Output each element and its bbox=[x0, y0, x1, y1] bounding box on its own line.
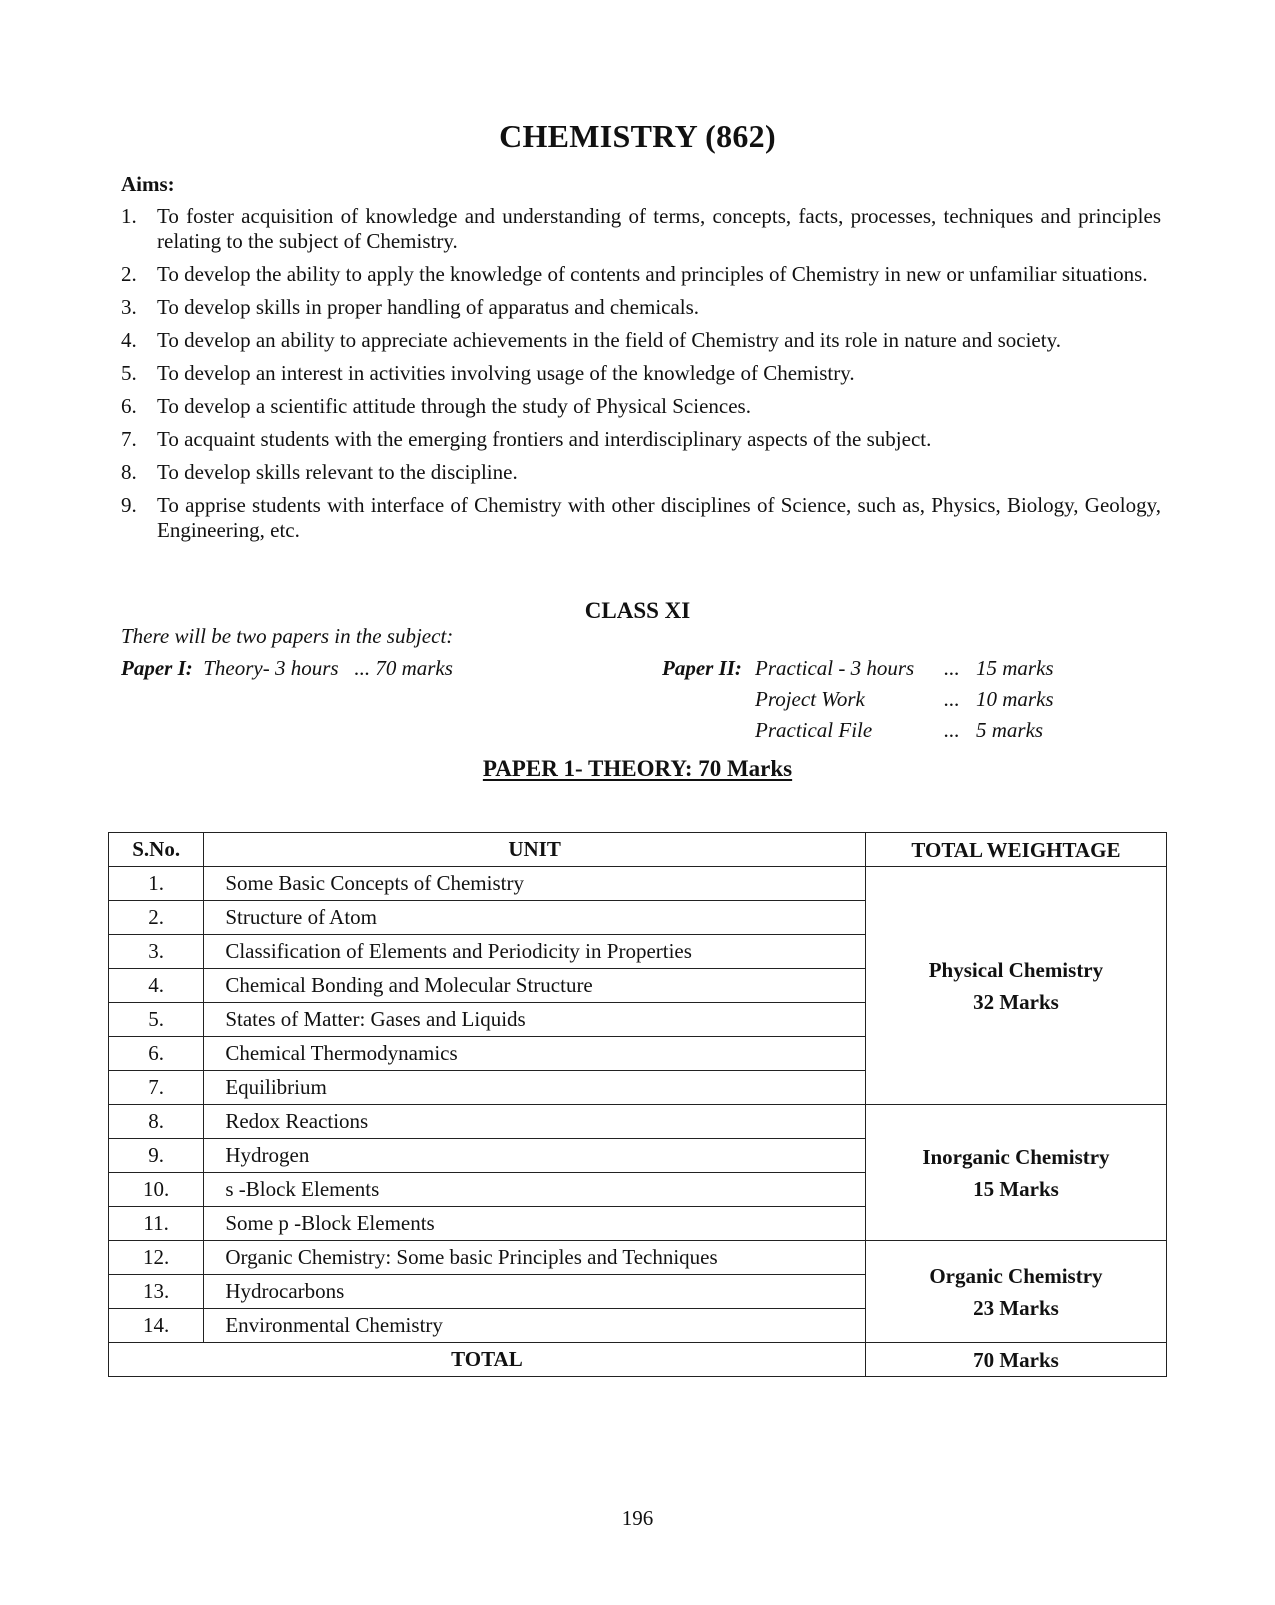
weightage-cell-inorganic bbox=[865, 1105, 1166, 1241]
row-unit: Chemical Bonding and Molecular Structure bbox=[204, 969, 866, 1003]
row-sno: 5. bbox=[109, 1003, 204, 1037]
units-table bbox=[108, 832, 1167, 1377]
total-label: TOTAL bbox=[109, 1343, 866, 1377]
table-row bbox=[109, 867, 1167, 901]
row-sno: 8. bbox=[109, 1105, 204, 1139]
row-sno: 11. bbox=[109, 1207, 204, 1241]
row-unit: Some Basic Concepts of Chemistry bbox=[204, 867, 866, 901]
theory-heading: PAPER 1- THEORY: 70 Marks bbox=[482, 756, 793, 781]
item-number: 2. bbox=[121, 262, 137, 286]
row-unit: Equilibrium bbox=[204, 1071, 866, 1105]
item-text: To develop an ability to appreciate achievements in the field of Chemistry and its role in nature and society. bbox=[157, 328, 1061, 352]
table-row bbox=[109, 1105, 1167, 1139]
list-item bbox=[121, 427, 1161, 452]
list-item bbox=[121, 394, 1161, 419]
list-item bbox=[121, 328, 1161, 353]
item-number: 4. bbox=[121, 328, 137, 352]
list-item bbox=[121, 493, 1161, 543]
page-title: CHEMISTRY (862) bbox=[499, 118, 776, 154]
page-number: 196 bbox=[621, 1506, 654, 1530]
list-item bbox=[121, 361, 1161, 386]
group-marks: 15 Marks bbox=[973, 1176, 1059, 1201]
paper-1-dots: ... bbox=[354, 656, 371, 680]
papers-intro: There will be two papers in the subject: bbox=[121, 624, 454, 648]
row-unit: Classification of Elements and Periodicity in Properties bbox=[204, 935, 866, 969]
row-sno: 13. bbox=[109, 1275, 204, 1309]
group-name: Inorganic Chemistry bbox=[922, 1144, 1110, 1169]
paper-2-item: Practical File bbox=[755, 718, 873, 742]
row-unit: Structure of Atom bbox=[204, 901, 866, 935]
header-sno: S.No. bbox=[109, 833, 204, 867]
item-text: To develop skills relevant to the discipline. bbox=[157, 460, 518, 484]
item-number: 3. bbox=[121, 295, 137, 319]
item-number: 8. bbox=[121, 460, 137, 484]
group-name: Organic Chemistry bbox=[929, 1263, 1103, 1288]
paper-2-label: Paper II: bbox=[662, 656, 742, 680]
paper-2-dots: ... bbox=[944, 656, 960, 680]
row-unit: Hydrogen bbox=[204, 1139, 866, 1173]
row-sno: 6. bbox=[109, 1037, 204, 1071]
group-marks: 23 Marks bbox=[973, 1295, 1059, 1320]
item-text: To acquaint students with the emerging frontiers and interdisciplinary aspects of the subject. bbox=[157, 427, 932, 451]
paper-2-marks: 15 marks bbox=[976, 656, 1054, 680]
item-text: To apprise students with interface of Chemistry with other disciplines of Science, such as, Physics, Biology, Geology, Engineering, etc. bbox=[157, 493, 1161, 542]
table-row bbox=[109, 1241, 1167, 1275]
weightage-cell-organic bbox=[865, 1241, 1166, 1343]
paper-1-marks: 70 marks bbox=[375, 656, 453, 680]
class-heading: CLASS XI bbox=[584, 598, 691, 623]
row-sno: 2. bbox=[109, 901, 204, 935]
list-item bbox=[121, 295, 1161, 320]
row-unit: Some p -Block Elements bbox=[204, 1207, 866, 1241]
item-text: To develop the ability to apply the knowledge of contents and principles of Chemistry in new or unfamiliar situations. bbox=[157, 262, 1148, 286]
item-number: 1. bbox=[121, 204, 137, 228]
row-sno: 7. bbox=[109, 1071, 204, 1105]
item-number: 9. bbox=[121, 493, 137, 517]
item-text: To develop an interest in activities involving usage of the knowledge of Chemistry. bbox=[157, 361, 855, 385]
list-item bbox=[121, 204, 1161, 254]
list-item bbox=[121, 460, 1161, 485]
item-number: 7. bbox=[121, 427, 137, 451]
row-unit: States of Matter: Gases and Liquids bbox=[204, 1003, 866, 1037]
item-text: To develop skills in proper handling of apparatus and chemicals. bbox=[157, 295, 700, 319]
group-marks: 32 Marks bbox=[973, 989, 1059, 1014]
row-sno: 14. bbox=[109, 1309, 204, 1343]
row-sno: 10. bbox=[109, 1173, 204, 1207]
aims-list bbox=[121, 204, 1161, 551]
item-number: 5. bbox=[121, 361, 137, 385]
paper-2-item: Practical - 3 hours bbox=[755, 656, 915, 680]
row-unit: Organic Chemistry: Some basic Principles and Techniques bbox=[204, 1241, 866, 1275]
paper-2-dots: ... bbox=[944, 718, 960, 742]
list-item bbox=[121, 262, 1161, 287]
aims-label: Aims: bbox=[121, 172, 175, 196]
paper-2-marks: 5 marks bbox=[976, 718, 1044, 742]
group-name: Physical Chemistry bbox=[928, 957, 1104, 982]
paper-1-label: Paper I: bbox=[121, 656, 193, 680]
paper-2-item: Project Work bbox=[755, 687, 865, 711]
row-unit: Environmental Chemistry bbox=[204, 1309, 866, 1343]
row-unit: s -Block Elements bbox=[204, 1173, 866, 1207]
row-unit: Redox Reactions bbox=[204, 1105, 866, 1139]
total-row bbox=[109, 1343, 1167, 1377]
total-marks: 70 Marks bbox=[865, 1343, 1166, 1377]
paper-1-info bbox=[121, 656, 453, 681]
table-header-row bbox=[109, 833, 1167, 867]
item-text: To foster acquisition of knowledge and understanding of terms, concepts, facts, processes, techniques and principles relating to the subject of Chemistry. bbox=[157, 204, 1161, 253]
row-sno: 12. bbox=[109, 1241, 204, 1275]
row-unit: Chemical Thermodynamics bbox=[204, 1037, 866, 1071]
paper-1-detail: Theory- 3 hours bbox=[203, 656, 339, 680]
header-unit: UNIT bbox=[204, 833, 866, 867]
row-unit: Hydrocarbons bbox=[204, 1275, 866, 1309]
paper-2-dots: ... bbox=[944, 687, 960, 711]
row-sno: 1. bbox=[109, 867, 204, 901]
row-sno: 3. bbox=[109, 935, 204, 969]
paper-2-marks: 10 marks bbox=[976, 687, 1054, 711]
header-weightage: TOTAL WEIGHTAGE bbox=[865, 833, 1166, 867]
row-sno: 9. bbox=[109, 1139, 204, 1173]
item-number: 6. bbox=[121, 394, 137, 418]
row-sno: 4. bbox=[109, 969, 204, 1003]
weightage-cell-physical bbox=[865, 867, 1166, 1105]
item-text: To develop a scientific attitude through the study of Physical Sciences. bbox=[157, 394, 751, 418]
